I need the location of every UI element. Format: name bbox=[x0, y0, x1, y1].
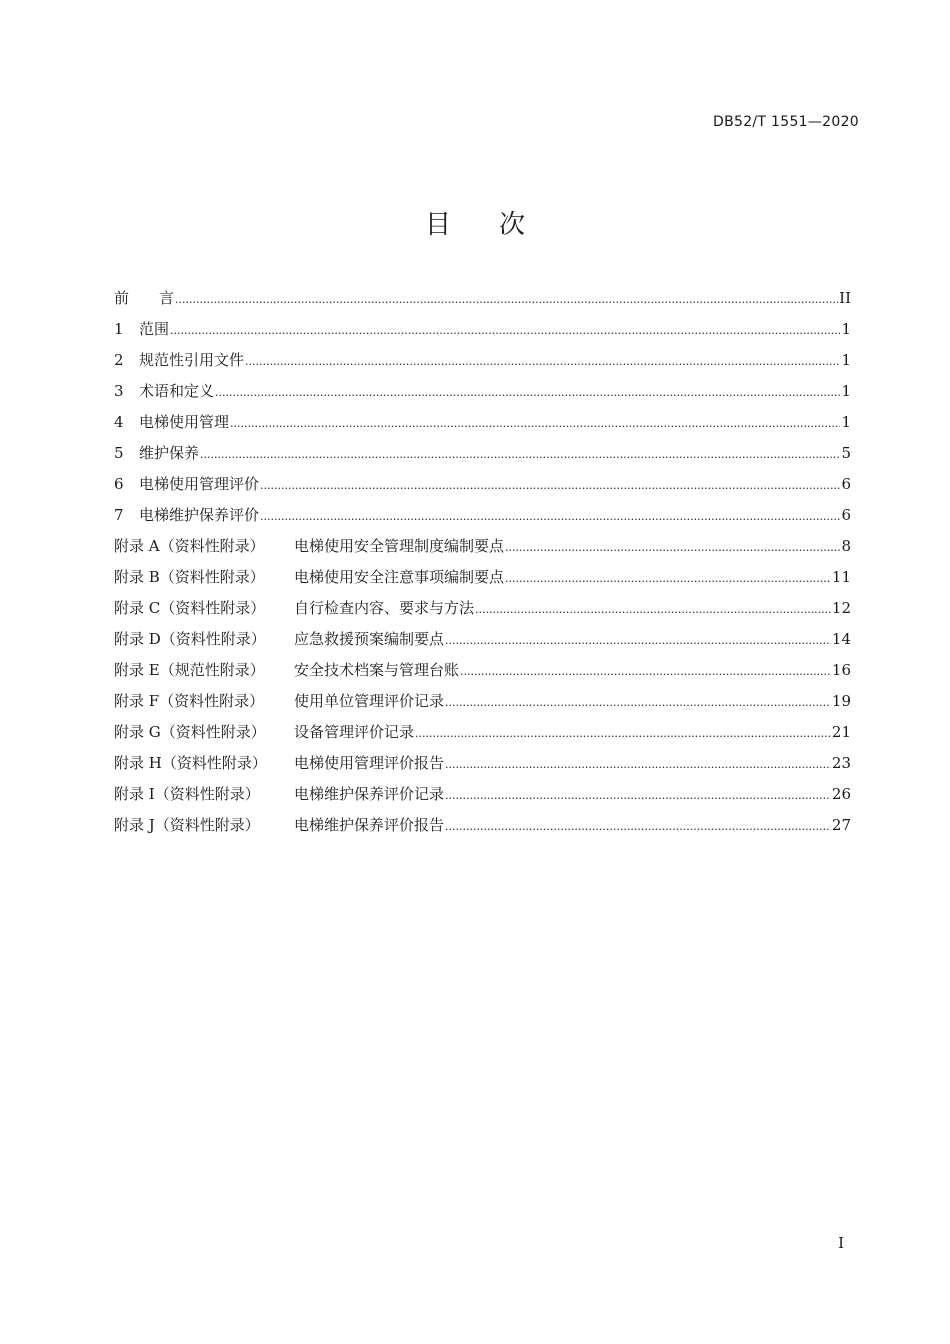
toc-entry-number: 5 bbox=[114, 444, 124, 462]
toc-entry-text: 设备管理评价记录 bbox=[294, 723, 415, 741]
toc-entry-appendix-f[interactable] bbox=[114, 686, 851, 717]
dot-leader bbox=[505, 562, 831, 594]
toc-entry-appendix-h[interactable] bbox=[114, 748, 851, 779]
toc-entry-page: 1 bbox=[841, 351, 851, 369]
toc-entry-text: 电梯维护保养评价记录 bbox=[294, 785, 445, 803]
toc-entry-number: 7 bbox=[114, 506, 124, 524]
dot-leader bbox=[445, 624, 831, 656]
dot-leader bbox=[200, 438, 840, 470]
toc-entry-text: 使用单位管理评价记录 bbox=[294, 692, 445, 710]
toc-entry-section-7[interactable] bbox=[114, 500, 851, 531]
toc-entry-appendix-d[interactable] bbox=[114, 624, 851, 655]
toc-entry-page: 12 bbox=[831, 599, 851, 617]
toc-entry-text: 电梯使用管理 bbox=[139, 413, 230, 431]
dot-leader bbox=[445, 779, 831, 811]
toc-entry-number: 6 bbox=[114, 475, 124, 493]
toc-entry-page: 26 bbox=[831, 785, 851, 803]
appendix-label: 附录 G（资料性附录） bbox=[114, 723, 266, 741]
toc-entry-page: 23 bbox=[831, 754, 851, 772]
appendix-label: 附录 J（资料性附录） bbox=[114, 816, 260, 834]
toc-entry-section-5[interactable] bbox=[114, 438, 851, 469]
toc-title-char-2: 次 bbox=[499, 210, 526, 240]
appendix-label: 附录 C（资料性附录） bbox=[114, 599, 266, 617]
appendix-label: 附录 I（资料性附录） bbox=[114, 785, 260, 803]
appendix-label: 附录 F（资料性附录） bbox=[114, 692, 265, 710]
appendix-label: 附录 H（资料性附录） bbox=[114, 754, 267, 772]
dot-leader bbox=[445, 686, 831, 718]
toc-entry-page: 1 bbox=[841, 413, 851, 431]
dot-leader bbox=[175, 283, 838, 315]
dot-leader bbox=[505, 531, 840, 563]
dot-leader bbox=[230, 407, 840, 439]
toc-entry-section-6[interactable] bbox=[114, 469, 851, 500]
toc-entry-number: 1 bbox=[114, 320, 124, 338]
toc-entry-number: 2 bbox=[114, 351, 124, 369]
dot-leader bbox=[475, 593, 831, 625]
toc-entry-text: 安全技术档案与管理台账 bbox=[294, 661, 460, 679]
toc-entry-text: 规范性引用文件 bbox=[139, 351, 245, 369]
page-number: I bbox=[838, 1234, 844, 1252]
dot-leader bbox=[445, 810, 831, 842]
toc-entry-text: 应急救援预案编制要点 bbox=[294, 630, 445, 648]
toc-entry-section-3[interactable] bbox=[114, 376, 851, 407]
toc-entry-appendix-e[interactable] bbox=[114, 655, 851, 686]
toc-entry-text: 范围 bbox=[139, 320, 170, 338]
toc-entry-text: 电梯维护保养评价报告 bbox=[294, 816, 445, 834]
dot-leader bbox=[170, 314, 840, 346]
table-of-contents bbox=[114, 283, 851, 841]
dot-leader bbox=[245, 345, 840, 377]
toc-entry-page: 11 bbox=[831, 568, 851, 586]
toc-entry-page: II bbox=[839, 289, 851, 307]
toc-entry-number: 3 bbox=[114, 382, 124, 400]
toc-entry-preface[interactable] bbox=[114, 283, 851, 314]
appendix-label: 附录 E（规范性附录） bbox=[114, 661, 265, 679]
toc-entry-appendix-i[interactable] bbox=[114, 779, 851, 810]
toc-entry-section-4[interactable] bbox=[114, 407, 851, 438]
toc-entry-page: 6 bbox=[841, 506, 851, 524]
toc-entry-page: 14 bbox=[831, 630, 851, 648]
dot-leader bbox=[460, 655, 831, 687]
toc-title-char-1: 目 bbox=[424, 210, 451, 240]
toc-entry-text: 维护保养 bbox=[139, 444, 200, 462]
dot-leader bbox=[260, 500, 840, 532]
toc-entry-text: 电梯使用安全注意事项编制要点 bbox=[294, 568, 505, 586]
dot-leader bbox=[215, 376, 840, 408]
toc-entry-text: 电梯使用管理评价报告 bbox=[294, 754, 445, 772]
toc-entry-page: 21 bbox=[831, 723, 851, 741]
toc-entry-page: 27 bbox=[831, 816, 851, 834]
toc-entry-text: 前 言 bbox=[114, 289, 175, 307]
toc-entry-appendix-c[interactable] bbox=[114, 593, 851, 624]
toc-entry-page: 1 bbox=[841, 320, 851, 338]
dot-leader bbox=[415, 717, 831, 749]
document-code: DB52/T 1551—2020 bbox=[713, 114, 859, 130]
dot-leader bbox=[260, 469, 840, 501]
toc-entry-page: 16 bbox=[831, 661, 851, 679]
toc-entry-text: 电梯使用管理评价 bbox=[139, 475, 260, 493]
appendix-label: 附录 A（资料性附录） bbox=[114, 537, 265, 555]
toc-entry-text: 电梯使用安全管理制度编制要点 bbox=[294, 537, 505, 555]
toc-entry-text: 自行检查内容、要求与方法 bbox=[294, 599, 475, 617]
appendix-label: 附录 B（资料性附录） bbox=[114, 568, 265, 586]
toc-entry-number: 4 bbox=[114, 413, 124, 431]
toc-title bbox=[0, 204, 950, 241]
toc-entry-appendix-g[interactable] bbox=[114, 717, 851, 748]
toc-entry-section-2[interactable] bbox=[114, 345, 851, 376]
appendix-label: 附录 D（资料性附录） bbox=[114, 630, 266, 648]
toc-entry-page: 5 bbox=[841, 444, 851, 462]
dot-leader bbox=[445, 748, 831, 780]
toc-entry-text: 术语和定义 bbox=[139, 382, 215, 400]
toc-entry-text: 电梯维护保养评价 bbox=[139, 506, 260, 524]
toc-entry-page: 19 bbox=[831, 692, 851, 710]
toc-entry-appendix-a[interactable] bbox=[114, 531, 851, 562]
toc-entry-page: 8 bbox=[841, 537, 851, 555]
toc-entry-appendix-j[interactable] bbox=[114, 810, 851, 841]
toc-entry-page: 6 bbox=[841, 475, 851, 493]
toc-entry-appendix-b[interactable] bbox=[114, 562, 851, 593]
toc-entry-section-1[interactable] bbox=[114, 314, 851, 345]
toc-entry-page: 1 bbox=[841, 382, 851, 400]
